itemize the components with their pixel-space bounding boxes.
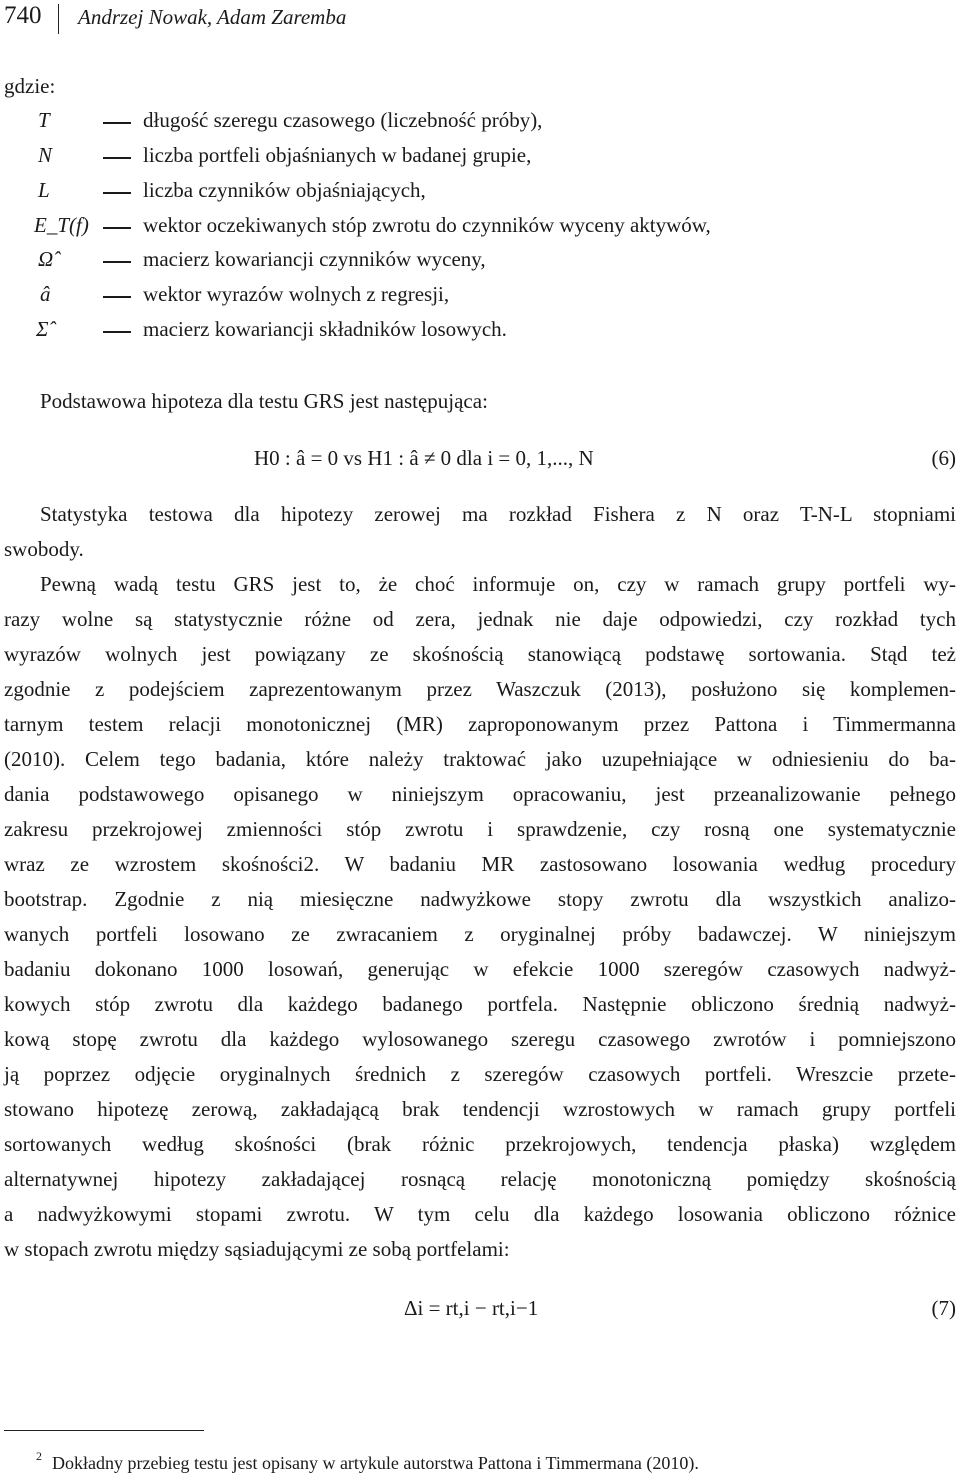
definition-dash <box>103 296 131 298</box>
paragraph-line: w stopach zwrotu między sąsiadującymi ze sobą portfelami: <box>4 1237 510 1261</box>
paragraph-line: kową stopę zwrotu dla każdego wylosowanego szeregu czasowego zwrotów i pomniejszono <box>4 1027 956 1051</box>
paragraph-line: kowych stóp zwrotu dla każdego badanego portfela. Następnie obliczono średnią nadwyż- <box>4 992 956 1016</box>
definition-symbol: L <box>38 178 50 202</box>
paragraph-line: stowano hipotezę zerową, zakładającą brak tendencji wzrostowych w ramach grupy portfeli <box>4 1097 956 1121</box>
definition-symbol: Ω̂ <box>38 247 54 271</box>
paragraph-line: zgodnie z podejściem zaprezentowanym przez Waszczuk (2013), posłużono się komplemen- <box>4 677 956 701</box>
definition-text: liczba czynników objaśniających, <box>143 178 426 202</box>
header-divider <box>58 4 59 34</box>
paragraph-line: bootstrap. Zgodnie z nią miesięczne nadwyżkowe stopy zwrotu dla wszystkich analizo- <box>4 887 956 911</box>
page-number: 740 <box>4 2 42 29</box>
where-label: gdzie: <box>4 74 56 98</box>
definition-dash <box>103 122 131 124</box>
paragraph-line: a nadwyżkowymi stopami zwrotu. W tym celu dla każdego losowania obliczono różnice <box>4 1202 956 1226</box>
definition-symbol: N <box>38 143 53 167</box>
definition-dash <box>103 157 131 159</box>
equation-7-number: (7) <box>931 1296 956 1320</box>
definition-dash <box>103 227 131 229</box>
paragraph-line: (2010). Celem tego badania, które należy traktować jako uzupełniające w odniesieniu do ba- <box>4 747 956 771</box>
hypothesis-intro: Podstawowa hipoteza dla testu GRS jest następująca: <box>40 389 488 413</box>
paragraph-line: wanych portfeli losowano ze zwracaniem z oryginalnej próby badawczej. W niniejszym <box>4 922 956 946</box>
footnote-mark: 2 <box>36 1449 42 1463</box>
page-header <box>0 0 960 40</box>
paragraph-line: zakresu przekrojowej zmienności stóp zwrotu i sprawdzenie, czy rosną one systematycznie <box>4 817 956 841</box>
paragraph-line: badaniu dokonano 1000 losowań, generując w efekcie 1000 szeregów czasowych nadwyż- <box>4 957 956 981</box>
definition-text: macierz kowariancji czynników wyceny, <box>143 247 486 271</box>
paragraph-line: razy wolne są statystycznie różne od zera, jednak nie daje odpowiedzi, czy rozkład tych <box>4 607 956 631</box>
definition-symbol: â <box>40 282 51 306</box>
equation-6: H0 : â = 0 vs H1 : â ≠ 0 dla i = 0, 1,..., N <box>254 446 594 470</box>
paragraph-line: alternatywnej hipotezy zakładającej rosnącą relację monotoniczną pomiędzy skośnością <box>4 1167 956 1191</box>
equation-6-number: (6) <box>931 446 956 470</box>
paragraph-line: sortowanych według skośności (brak różnic przekrojowych, tendencja płaska) względem <box>4 1132 956 1156</box>
paragraph-line: swobody. <box>4 537 84 561</box>
definition-text: macierz kowariancji składników losowych. <box>143 317 507 341</box>
definition-symbol: T <box>38 108 50 132</box>
paragraph-line: wraz ze wzrostem skośności2. W badaniu MR zastosowano losowania według procedury <box>4 852 956 876</box>
footnote-text: Dokładny przebieg testu jest opisany w artykule autorstwa Pattona i Timmermana (2010). <box>52 1453 699 1473</box>
paragraph-line: Pewną wadą testu GRS jest to, że choć informuje on, czy w ramach grupy portfeli wy- <box>40 572 956 596</box>
paragraph-line: ją poprzez odjęcie oryginalnych średnich z szeregów czasowych portfeli. Wreszcie przete- <box>4 1062 956 1086</box>
definition-text: długość szeregu czasowego (liczebność próby), <box>143 108 543 132</box>
running-head: Andrzej Nowak, Adam Zaremba <box>78 5 347 29</box>
equation-7: Δi = rt,i − rt,i−1 <box>404 1296 539 1320</box>
definition-text: wektor oczekiwanych stóp zwrotu do czynników wyceny aktywów, <box>143 213 711 237</box>
paragraph-line: Statystyka testowa dla hipotezy zerowej ma rozkład Fishera z N oraz T-N-L stopniami <box>40 502 956 526</box>
paragraph-line: dania podstawowego opisanego w niniejszym opracowaniu, jest przeanalizowanie pełnego <box>4 782 956 806</box>
paragraph-line: tarnym testem relacji monotonicznej (MR) zaproponowanym przez Pattona i Timmermanna <box>4 712 956 736</box>
definition-dash <box>103 192 131 194</box>
definition-text: liczba portfeli objaśnianych w badanej grupie, <box>143 143 532 167</box>
definition-symbol: Σ̂ <box>36 317 49 341</box>
definition-dash <box>103 331 131 333</box>
definition-text: wektor wyrazów wolnych z regresji, <box>143 282 450 306</box>
paragraph-line: wyrazów wolnych jest powiązany ze skośnością stanowiącą podstawę sortowania. Stąd też <box>4 642 956 666</box>
footnote-divider <box>4 1430 204 1431</box>
definition-symbol: E_T(f) <box>34 213 89 237</box>
definition-dash <box>103 261 131 263</box>
